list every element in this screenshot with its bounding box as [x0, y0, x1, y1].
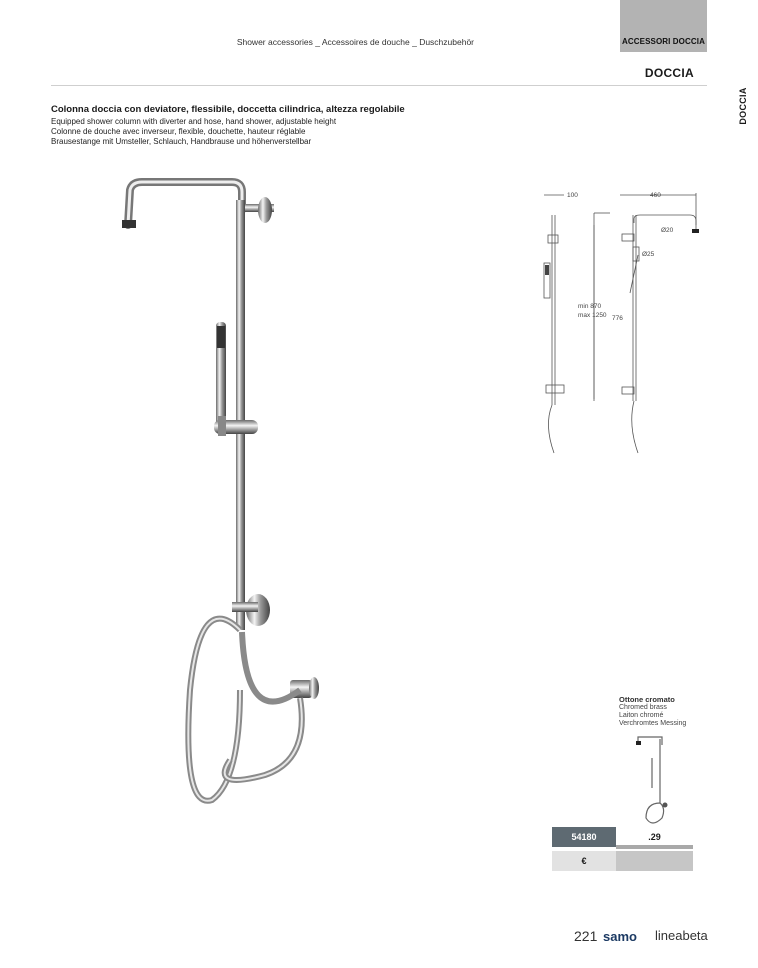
product-code: 54180 [552, 827, 616, 847]
finish-line-de: Verchromtes Messing [619, 720, 687, 727]
currency-label: € [552, 851, 616, 871]
dim-max: max 1250 [578, 312, 607, 319]
finish-thumbnail [632, 733, 672, 828]
brand-logo: samo [603, 929, 637, 944]
product-description-de: Brausestange mit Umsteller, Schlauch, Handbrause und höhenverstellbar [51, 137, 312, 146]
sub-brand: lineabeta [655, 928, 708, 943]
side-label [733, 86, 753, 126]
finish-title: Ottone cromato [619, 695, 675, 704]
header-divider [51, 85, 707, 86]
product-description-fr: Colonne de douche avec inverseur, flexible, douchette, hauteur réglable [51, 127, 306, 136]
dim-100: 100 [567, 192, 578, 199]
product-photo [100, 170, 340, 820]
dim-d25: Ø25 [642, 251, 655, 258]
dim-460: 460 [650, 192, 661, 199]
finish-line-en: Chromed brass [619, 704, 667, 711]
side-label-text: DOCCIA [738, 87, 748, 125]
dim-d20: Ø20 [661, 227, 674, 234]
technical-drawing [530, 185, 710, 465]
finish-line-fr: Laiton chromé [619, 712, 664, 719]
product-title: Colonna doccia con deviatore, flessibile, doccetta cilindrica, altezza regolabile [51, 104, 405, 115]
page-number: 221 [574, 928, 598, 944]
price-value [616, 851, 693, 871]
section-title: DOCCIA [644, 66, 694, 80]
category-tab-label: ACCESSORI DOCCIA [622, 37, 705, 46]
category-tab[interactable] [620, 0, 707, 52]
breadcrumb: Shower accessories _ Accessoires de douche _ Duschzubehör [236, 37, 474, 47]
finish-code: .29 [616, 827, 693, 849]
dim-min: min 870 [578, 303, 602, 310]
dim-776: 776 [612, 315, 623, 322]
product-description-en: Equipped shower column with diverter and hose, hand shower, adjustable height [51, 117, 337, 126]
